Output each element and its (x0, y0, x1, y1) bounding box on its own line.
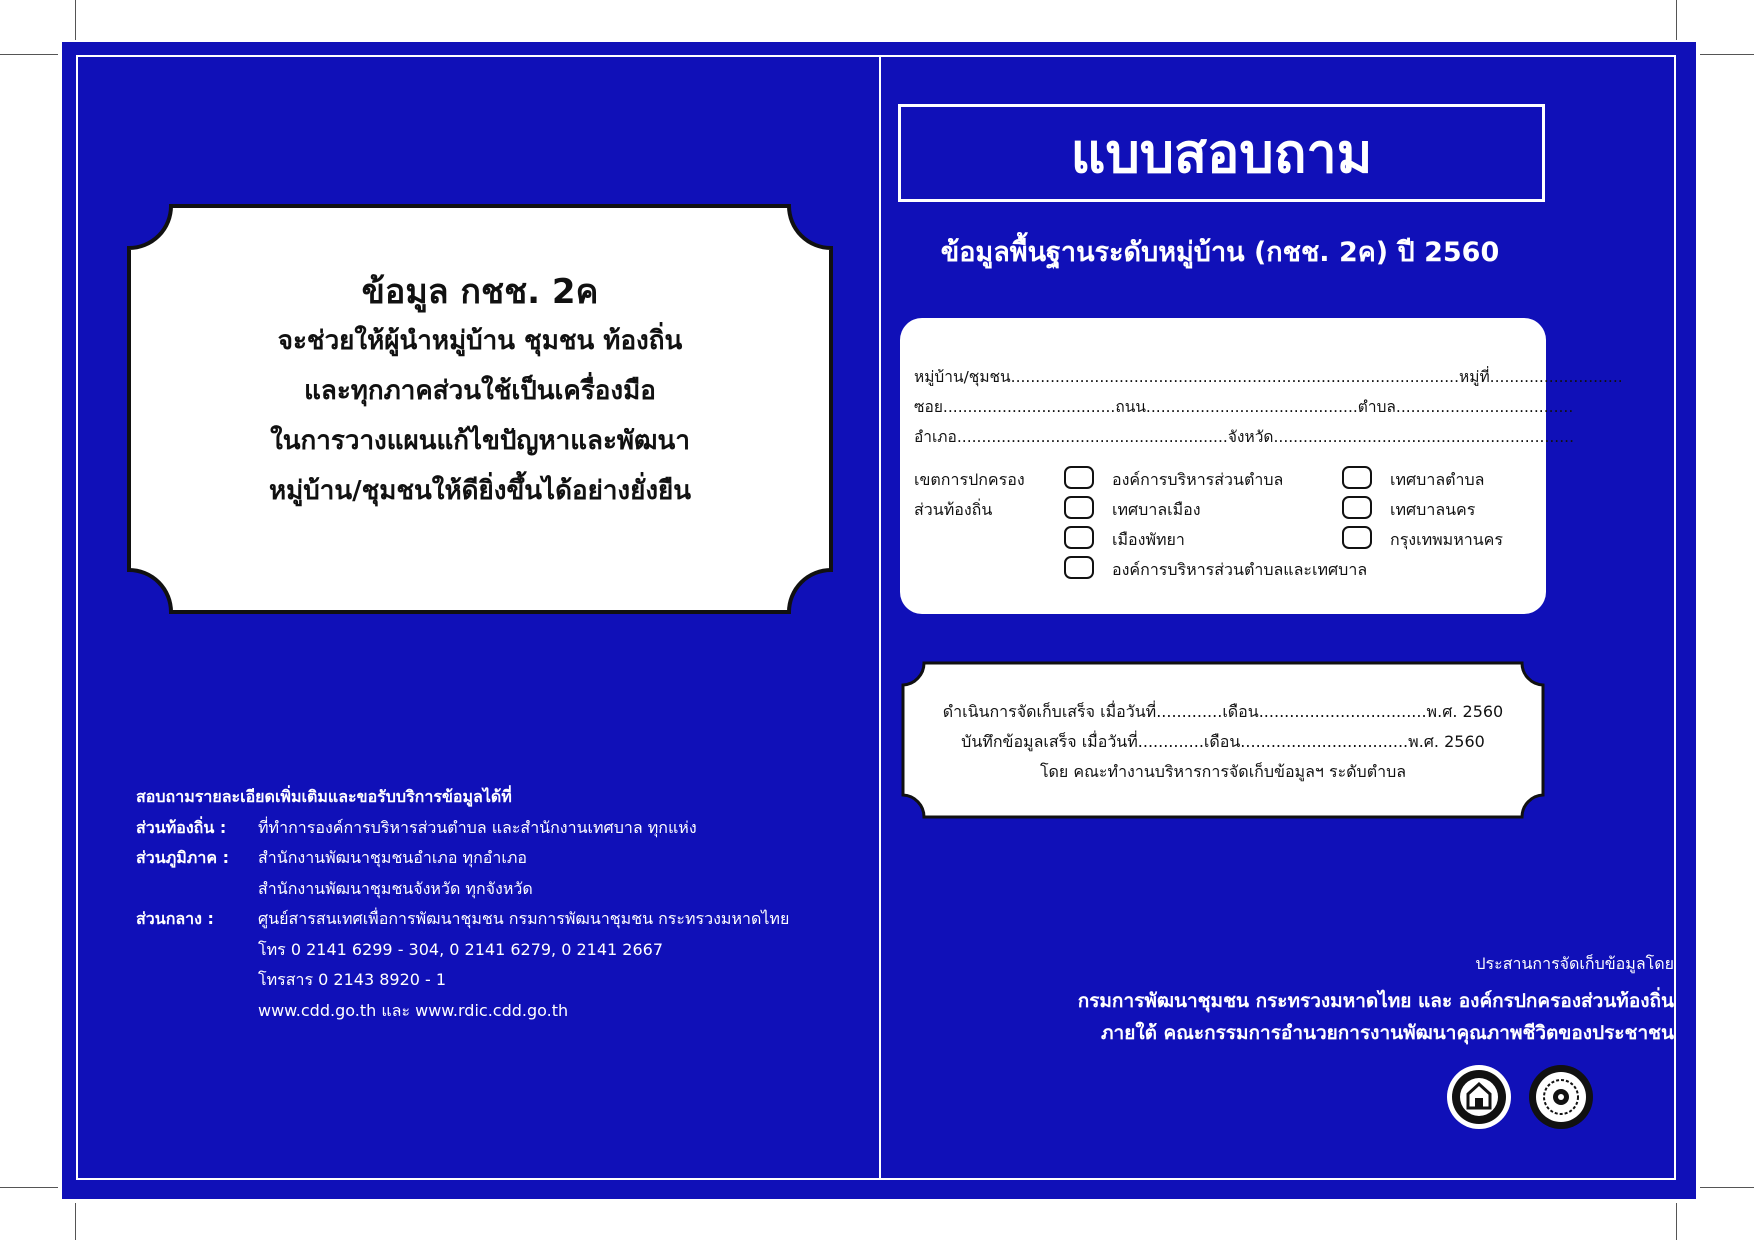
record-date-line[interactable]: บันทึกข้อมูลเสร็จ เมื่อวันที่.............เดือน.................................พ.ศ. 2560 (961, 732, 1485, 751)
committee-seal-logo (1528, 1064, 1594, 1130)
collection-date-line[interactable]: ดำเนินการจัดเก็บเสร็จ เมื่อวันที่.............เดือน.................................พ.ศ. 2560 (942, 702, 1504, 721)
admin-area-label: เขตการปกครอง (914, 470, 1025, 489)
contact-row (136, 996, 789, 1027)
contact-heading: สอบถามรายละเอียดเพิ่มเติมและขอรับบริการข้อมูลได้ที่ (136, 787, 512, 806)
crop-mark (1700, 1187, 1754, 1188)
checkbox-sao-and-municipality[interactable] (1064, 556, 1094, 579)
contact-label: ส่วนภูมิภาค : (136, 848, 229, 867)
cdd-seal-logo (1446, 1064, 1512, 1130)
option-label: กรุงเทพมหานคร (1390, 530, 1503, 549)
option-label: เทศบาลเมือง (1112, 500, 1201, 519)
checkbox-subdistrict-municipality[interactable] (1342, 466, 1372, 489)
message-box (125, 202, 835, 616)
completion-date-box (900, 660, 1546, 820)
coordination-label: ประสานการจัดเก็บข้อมูลโดย (1475, 954, 1674, 973)
contact-value: ที่ทำการองค์การบริหารส่วนตำบล และสำนักงานเทศบาล ทุกแห่ง (258, 817, 697, 837)
checkbox-pattaya[interactable] (1064, 526, 1094, 549)
checkbox-town-municipality[interactable] (1064, 496, 1094, 519)
street-field-line[interactable]: ซอย...................................ถนน...........................................ตำบล.................................... (914, 398, 1574, 416)
contact-phone: โทร 0 2141 6299 - 304, 0 2141 6279, 0 2141 2667 (258, 939, 664, 959)
message-line: หมู่บ้าน/ชุมชนให้ดียิ่งขึ้นได้อย่างยั่งยืน (268, 476, 692, 506)
contact-web: www.cdd.go.th และ www.rdic.cdd.go.th (258, 1000, 569, 1020)
crop-mark (1700, 54, 1754, 55)
contact-label: ส่วนท้องถิ่น : (136, 817, 227, 837)
option-label: เทศบาลนคร (1390, 500, 1476, 519)
crop-mark (0, 1187, 58, 1188)
coordinating-committee: ภายใต้ คณะกรรมการอำนวยการงานพัฒนาคุณภาพชีวิตของประชาชน (1101, 1022, 1674, 1044)
contact-row (136, 904, 789, 935)
survey-form-box (900, 318, 1623, 614)
district-field-line[interactable]: อำเภอ.......................................................จังหวัด............................................................. (914, 428, 1575, 446)
contact-row (136, 935, 789, 966)
contact-row (136, 965, 789, 996)
contact-row (136, 843, 789, 874)
message-line: ในการวางแผนแก้ไขปัญหาและพัฒนา (270, 426, 690, 456)
checkbox-bangkok[interactable] (1342, 526, 1372, 549)
crop-mark (0, 54, 58, 55)
crop-mark (1676, 1203, 1677, 1240)
committee-line: โดย คณะทำงานบริหารการจัดเก็บข้อมูลฯ ระดับตำบล (1039, 762, 1407, 781)
contact-info (136, 782, 789, 1026)
contact-value: สำนักงานพัฒนาชุมชนอำเภอ ทุกอำเภอ (258, 848, 527, 867)
contact-label: ส่วนกลาง : (136, 909, 214, 928)
contact-row (136, 813, 789, 844)
option-label: องค์การบริหารส่วนตำบล (1112, 470, 1284, 489)
crop-mark (75, 0, 76, 40)
contact-value: ศูนย์สารสนเทศเพื่อการพัฒนาชุมชน กรมการพัฒนาชุมชน กระทรวงมหาดไทย (258, 909, 790, 928)
village-field-line[interactable]: หมู่บ้าน/ชุมชน...........................................................................................หมู่ที่........................... (914, 368, 1623, 386)
spine-divider (879, 55, 881, 1180)
page-subtitle: ข้อมูลพื้นฐานระดับหมู่บ้าน (กชช. 2ค) ปี 2560 (940, 237, 1500, 268)
crop-mark (1676, 0, 1677, 40)
crop-mark (75, 1203, 76, 1240)
contact-fax: โทรสาร 0 2143 8920 - 1 (258, 970, 447, 989)
admin-area-label: ส่วนท้องถิ่น (914, 500, 993, 519)
message-line: จะช่วยให้ผู้นำหมู่บ้าน ชุมชน ท้องถิ่น (277, 326, 683, 356)
option-label: องค์การบริหารส่วนตำบลและเทศบาล (1112, 560, 1368, 579)
checkbox-sao[interactable] (1064, 466, 1094, 489)
checkbox-city-municipality[interactable] (1342, 496, 1372, 519)
coordinating-org: กรมการพัฒนาชุมชน กระทรวงมหาดไทย และ องค์กรปกครองส่วนท้องถิ่น (1077, 990, 1674, 1012)
option-label: เทศบาลตำบล (1390, 470, 1485, 489)
page-title: แบบสอบถาม (898, 104, 1545, 202)
contact-value: สำนักงานพัฒนาชุมชนจังหวัด ทุกจังหวัด (258, 878, 533, 898)
message-line: และทุกภาคส่วนใช้เป็นเครื่องมือ (304, 376, 656, 406)
contact-row (136, 874, 789, 905)
option-label: เมืองพัทยา (1112, 530, 1185, 549)
message-title: ข้อมูล กชช. 2ค (361, 272, 599, 312)
